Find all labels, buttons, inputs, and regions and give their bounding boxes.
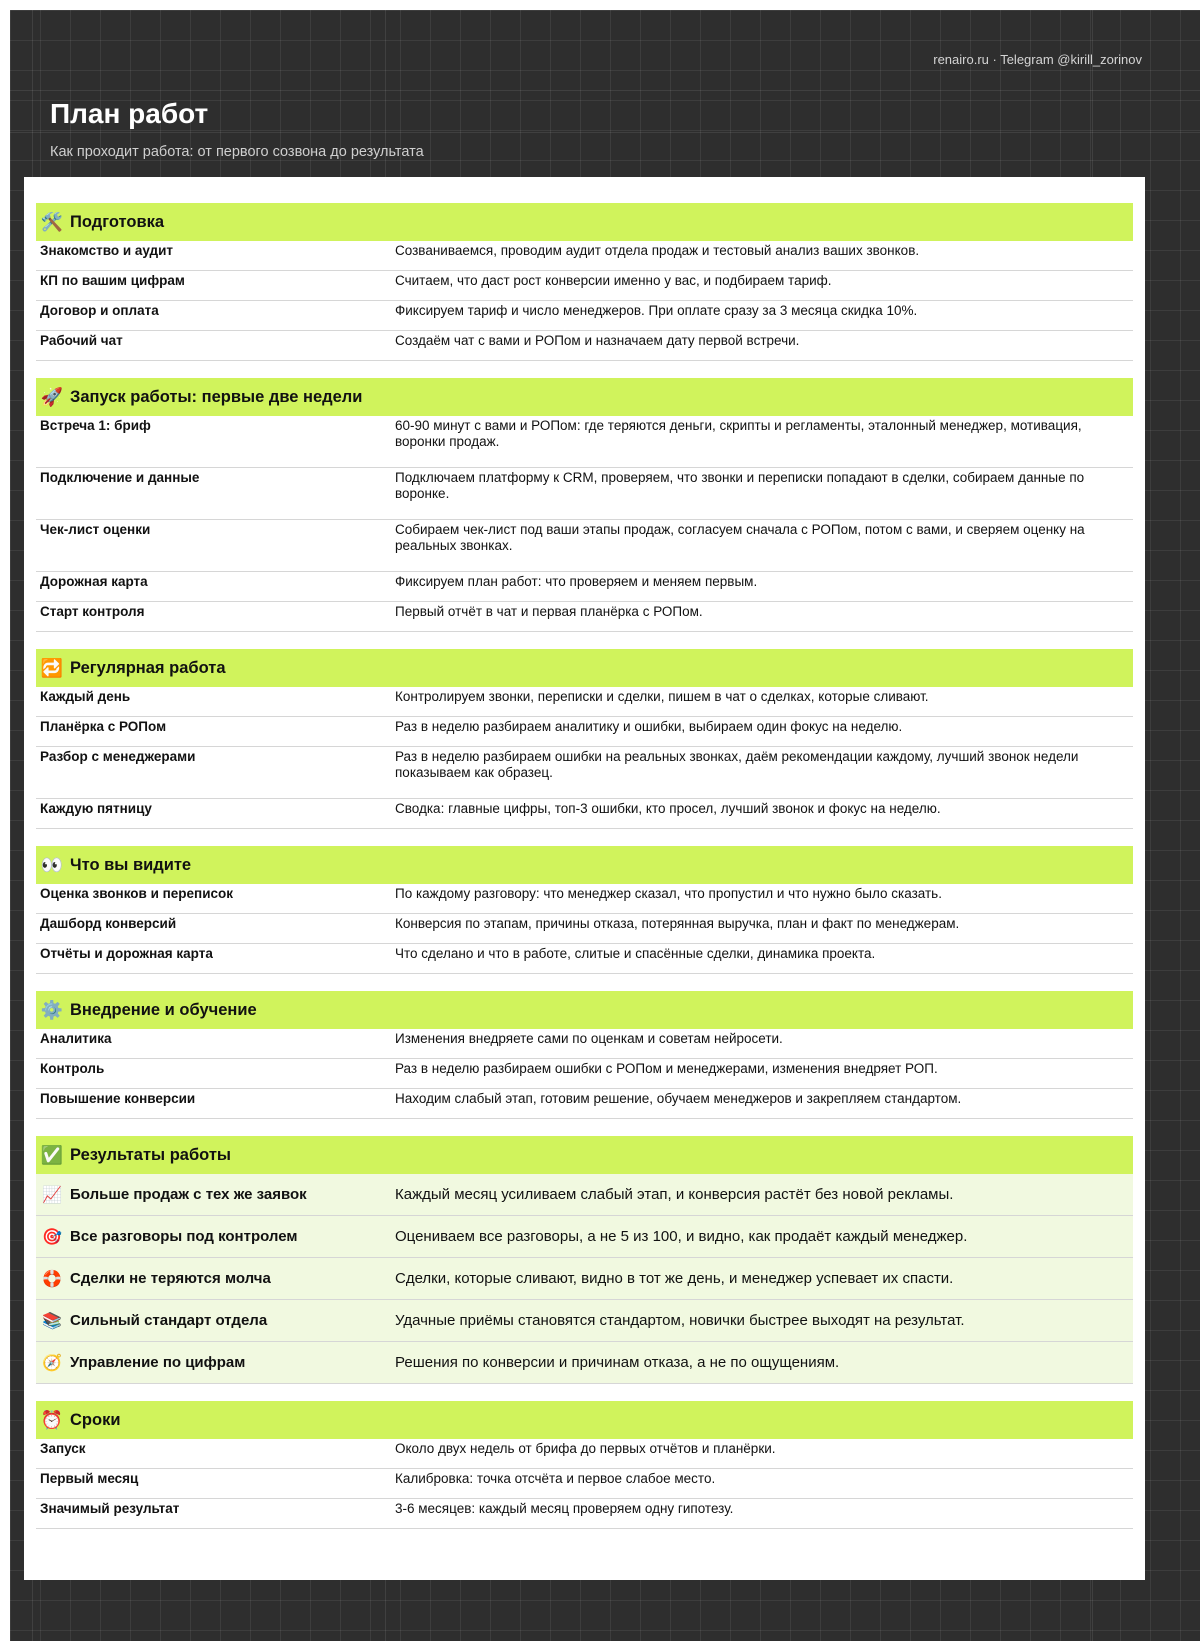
hammer-and-wrench-icon: 🛠️ bbox=[40, 212, 64, 232]
row-text: Раз в неделю разбираем ошибки с РОПом и менеджерами, изменения внедряет РОП. bbox=[395, 1061, 938, 1076]
row-text: Фиксируем тариф и число менеджеров. При оплате сразу за 3 месяца скидка 10%. bbox=[395, 303, 918, 318]
section-what-you-see bbox=[36, 846, 1133, 974]
row-text: Находим слабый этап, готовим решение, обучаем менеджеров и закрепляем стандартом. bbox=[395, 1091, 962, 1106]
row-text: Фиксируем план работ: что проверяем и меняем первым. bbox=[395, 574, 758, 589]
row-label: Чек-лист оценки bbox=[40, 522, 151, 537]
gear-icon: ⚙️ bbox=[40, 1000, 64, 1020]
result-row bbox=[36, 1174, 1133, 1216]
result-text: Удачные приёмы становятся стандартом, новички быстрее выходят на результат. bbox=[395, 1312, 965, 1329]
row-label: Подключение и данные bbox=[40, 470, 200, 485]
row-label: Значимый результат bbox=[40, 1501, 180, 1516]
table-row bbox=[36, 944, 1133, 974]
row-label: Повышение конверсии bbox=[40, 1091, 196, 1106]
table-row bbox=[36, 271, 1133, 301]
row-text: Изменения внедряете сами по оценкам и советам нейросети. bbox=[395, 1031, 783, 1046]
row-label: Дорожная карта bbox=[40, 574, 148, 589]
result-label: Управление по цифрам bbox=[70, 1354, 246, 1371]
row-label: Каждый день bbox=[40, 689, 131, 704]
table-row bbox=[36, 468, 1133, 520]
row-label: Старт контроля bbox=[40, 604, 145, 619]
row-text: Подключаем платформу к CRM, проверяем, что звонки и переписки попадают в сделки, собираем данные по воронке. bbox=[395, 470, 1085, 501]
row-label: Планёрка с РОПом bbox=[40, 719, 167, 734]
row-text: Контролируем звонки, переписки и сделки, пишем в чат о сделках, которые сливают. bbox=[395, 689, 929, 704]
section-timeline bbox=[36, 1401, 1133, 1529]
table-row bbox=[36, 799, 1133, 829]
section-header bbox=[36, 203, 1133, 241]
section-title: Подготовка bbox=[70, 212, 165, 231]
row-text: 3-6 месяцев: каждый месяц проверяем одну гипотезу. bbox=[395, 1501, 734, 1516]
row-text: Создаём чат с вами и РОПом и назначаем дату первой встречи. bbox=[395, 333, 800, 348]
grid-line bbox=[10, 90, 1200, 91]
row-text: Первый отчёт в чат и первая планёрка с РОПом. bbox=[395, 604, 703, 619]
alarm-clock-icon: ⏰ bbox=[40, 1410, 64, 1430]
result-text: Оцениваем все разговоры, а не 5 из 100, и видно, как продаёт каждый менеджер. bbox=[395, 1228, 968, 1245]
check-mark-icon: ✅ bbox=[40, 1145, 64, 1165]
table-row bbox=[36, 416, 1133, 468]
row-label: Отчёты и дорожная карта bbox=[40, 946, 213, 961]
row-label: Аналитика bbox=[40, 1031, 112, 1046]
section-title: Внедрение и обучение bbox=[70, 1000, 257, 1019]
target-icon: 🎯 bbox=[42, 1228, 62, 1246]
row-label: Рабочий чат bbox=[40, 333, 123, 348]
result-row bbox=[36, 1216, 1133, 1258]
result-row bbox=[36, 1342, 1133, 1384]
books-icon: 📚 bbox=[42, 1312, 62, 1330]
section-launch bbox=[36, 378, 1133, 632]
row-label: Встреча 1: бриф bbox=[40, 418, 151, 433]
plan-sheet bbox=[24, 177, 1145, 1580]
row-label: Каждую пятницу bbox=[40, 801, 152, 816]
row-text: Созваниваемся, проводим аудит отдела продаж и тестовый анализ ваших звонков. bbox=[395, 243, 920, 258]
table-row bbox=[36, 914, 1133, 944]
chart-increasing-icon: 📈 bbox=[42, 1186, 62, 1204]
section-title: Результаты работы bbox=[70, 1145, 231, 1164]
table-row bbox=[36, 301, 1133, 331]
table-row bbox=[36, 1499, 1133, 1529]
section-preparation bbox=[36, 203, 1133, 361]
row-label: Знакомство и аудит bbox=[40, 243, 174, 258]
table-row bbox=[36, 1469, 1133, 1499]
row-label: КП по вашим цифрам bbox=[40, 273, 185, 288]
row-text: Что сделано и что в работе, слитые и спасённые сделки, динамика проекта. bbox=[395, 946, 876, 961]
grid-line bbox=[10, 132, 1200, 133]
row-label: Дашборд конверсий bbox=[40, 916, 177, 931]
section-regular-work bbox=[36, 649, 1133, 829]
lifebuoy-icon: 🛟 bbox=[42, 1270, 62, 1288]
section-results bbox=[36, 1136, 1133, 1384]
row-label: Первый месяц bbox=[40, 1471, 139, 1486]
section-header bbox=[36, 1401, 1133, 1439]
table-row bbox=[36, 1439, 1133, 1469]
table-row bbox=[36, 520, 1133, 572]
row-text: Калибровка: точка отсчёта и первое слабое место. bbox=[395, 1471, 716, 1486]
row-text: Конверсия по этапам, причины отказа, потерянная выручка, план и факт по менеджерам. bbox=[395, 916, 960, 931]
result-text: Решения по конверсии и причинам отказа, а не по ощущениям. bbox=[395, 1354, 840, 1371]
row-text: Около двух недель от брифа до первых отчётов и планёрки. bbox=[395, 1441, 776, 1456]
rocket-icon: 🚀 bbox=[40, 387, 64, 407]
result-text: Каждый месяц усиливаем слабый этап, и конверсия растёт без новой рекламы. bbox=[395, 1186, 954, 1203]
table-row bbox=[36, 717, 1133, 747]
page-title: План работ bbox=[50, 98, 209, 129]
row-text: Раз в неделю разбираем ошибки на реальных звонках, даём рекомендации каждому, лучший звонок недели показываем как образец. bbox=[395, 749, 1079, 780]
row-text: Сводка: главные цифры, топ-3 ошибки, кто просел, лучший звонок и фокус на неделю. bbox=[395, 801, 941, 816]
result-label: Больше продаж с тех же заявок bbox=[70, 1186, 307, 1203]
header-meta: renairo.ru · Telegram @kirill_zorinov bbox=[933, 52, 1142, 67]
table-row bbox=[36, 1059, 1133, 1089]
result-row bbox=[36, 1300, 1133, 1342]
row-text: Считаем, что даст рост конверсии именно у вас, и подбираем тариф. bbox=[395, 273, 832, 288]
result-row bbox=[36, 1258, 1133, 1300]
section-title: Запуск работы: первые две недели bbox=[70, 387, 363, 406]
compass-icon: 🧭 bbox=[42, 1354, 62, 1372]
row-text: По каждому разговору: что менеджер сказал, что пропустил и что нужно было сказать. bbox=[395, 886, 942, 901]
row-text: Раз в неделю разбираем аналитику и ошибки, выбираем один фокус на неделю. bbox=[395, 719, 903, 734]
row-label: Разбор с менеджерами bbox=[40, 749, 196, 764]
table-row bbox=[36, 747, 1133, 799]
row-text: Собираем чек-лист под ваши этапы продаж, согласуем сначала с РОПом, потом с вами, и сверяем оценку на реальных звонках. bbox=[395, 522, 1085, 553]
result-label: Сделки не теряются молча bbox=[70, 1270, 271, 1287]
eyes-icon: 👀 bbox=[40, 855, 64, 875]
row-text: 60-90 минут с вами и РОПом: где теряются деньги, скрипты и регламенты, эталонный менеджер, мотивация, воронки продаж. bbox=[395, 418, 1082, 449]
section-header bbox=[36, 846, 1133, 884]
row-label: Запуск bbox=[40, 1441, 86, 1456]
repeat-icon: 🔁 bbox=[40, 658, 64, 678]
row-label: Оценка звонков и переписок bbox=[40, 886, 234, 901]
table-row bbox=[36, 1089, 1133, 1119]
section-title: Сроки bbox=[70, 1410, 121, 1429]
table-row bbox=[36, 331, 1133, 361]
row-label: Контроль bbox=[40, 1061, 105, 1076]
result-label: Сильный стандарт отдела bbox=[70, 1312, 268, 1329]
table-row bbox=[36, 602, 1133, 632]
table-row bbox=[36, 687, 1133, 717]
section-implementation bbox=[36, 991, 1133, 1119]
section-header bbox=[36, 649, 1133, 687]
result-label: Все разговоры под контролем bbox=[70, 1228, 298, 1245]
table-row bbox=[36, 1029, 1133, 1059]
table-row bbox=[36, 572, 1133, 602]
section-header bbox=[36, 991, 1133, 1029]
row-label: Договор и оплата bbox=[40, 303, 159, 318]
table-row bbox=[36, 241, 1133, 271]
table-row bbox=[36, 884, 1133, 914]
section-title: Регулярная работа bbox=[70, 658, 226, 677]
section-title: Что вы видите bbox=[70, 855, 192, 874]
section-header bbox=[36, 378, 1133, 416]
page-subtitle: Как проходит работа: от первого созвона до результата bbox=[50, 144, 424, 160]
result-text: Сделки, которые сливают, видно в тот же день, и менеджер успевает их спасти. bbox=[395, 1270, 954, 1287]
section-header bbox=[36, 1136, 1133, 1174]
